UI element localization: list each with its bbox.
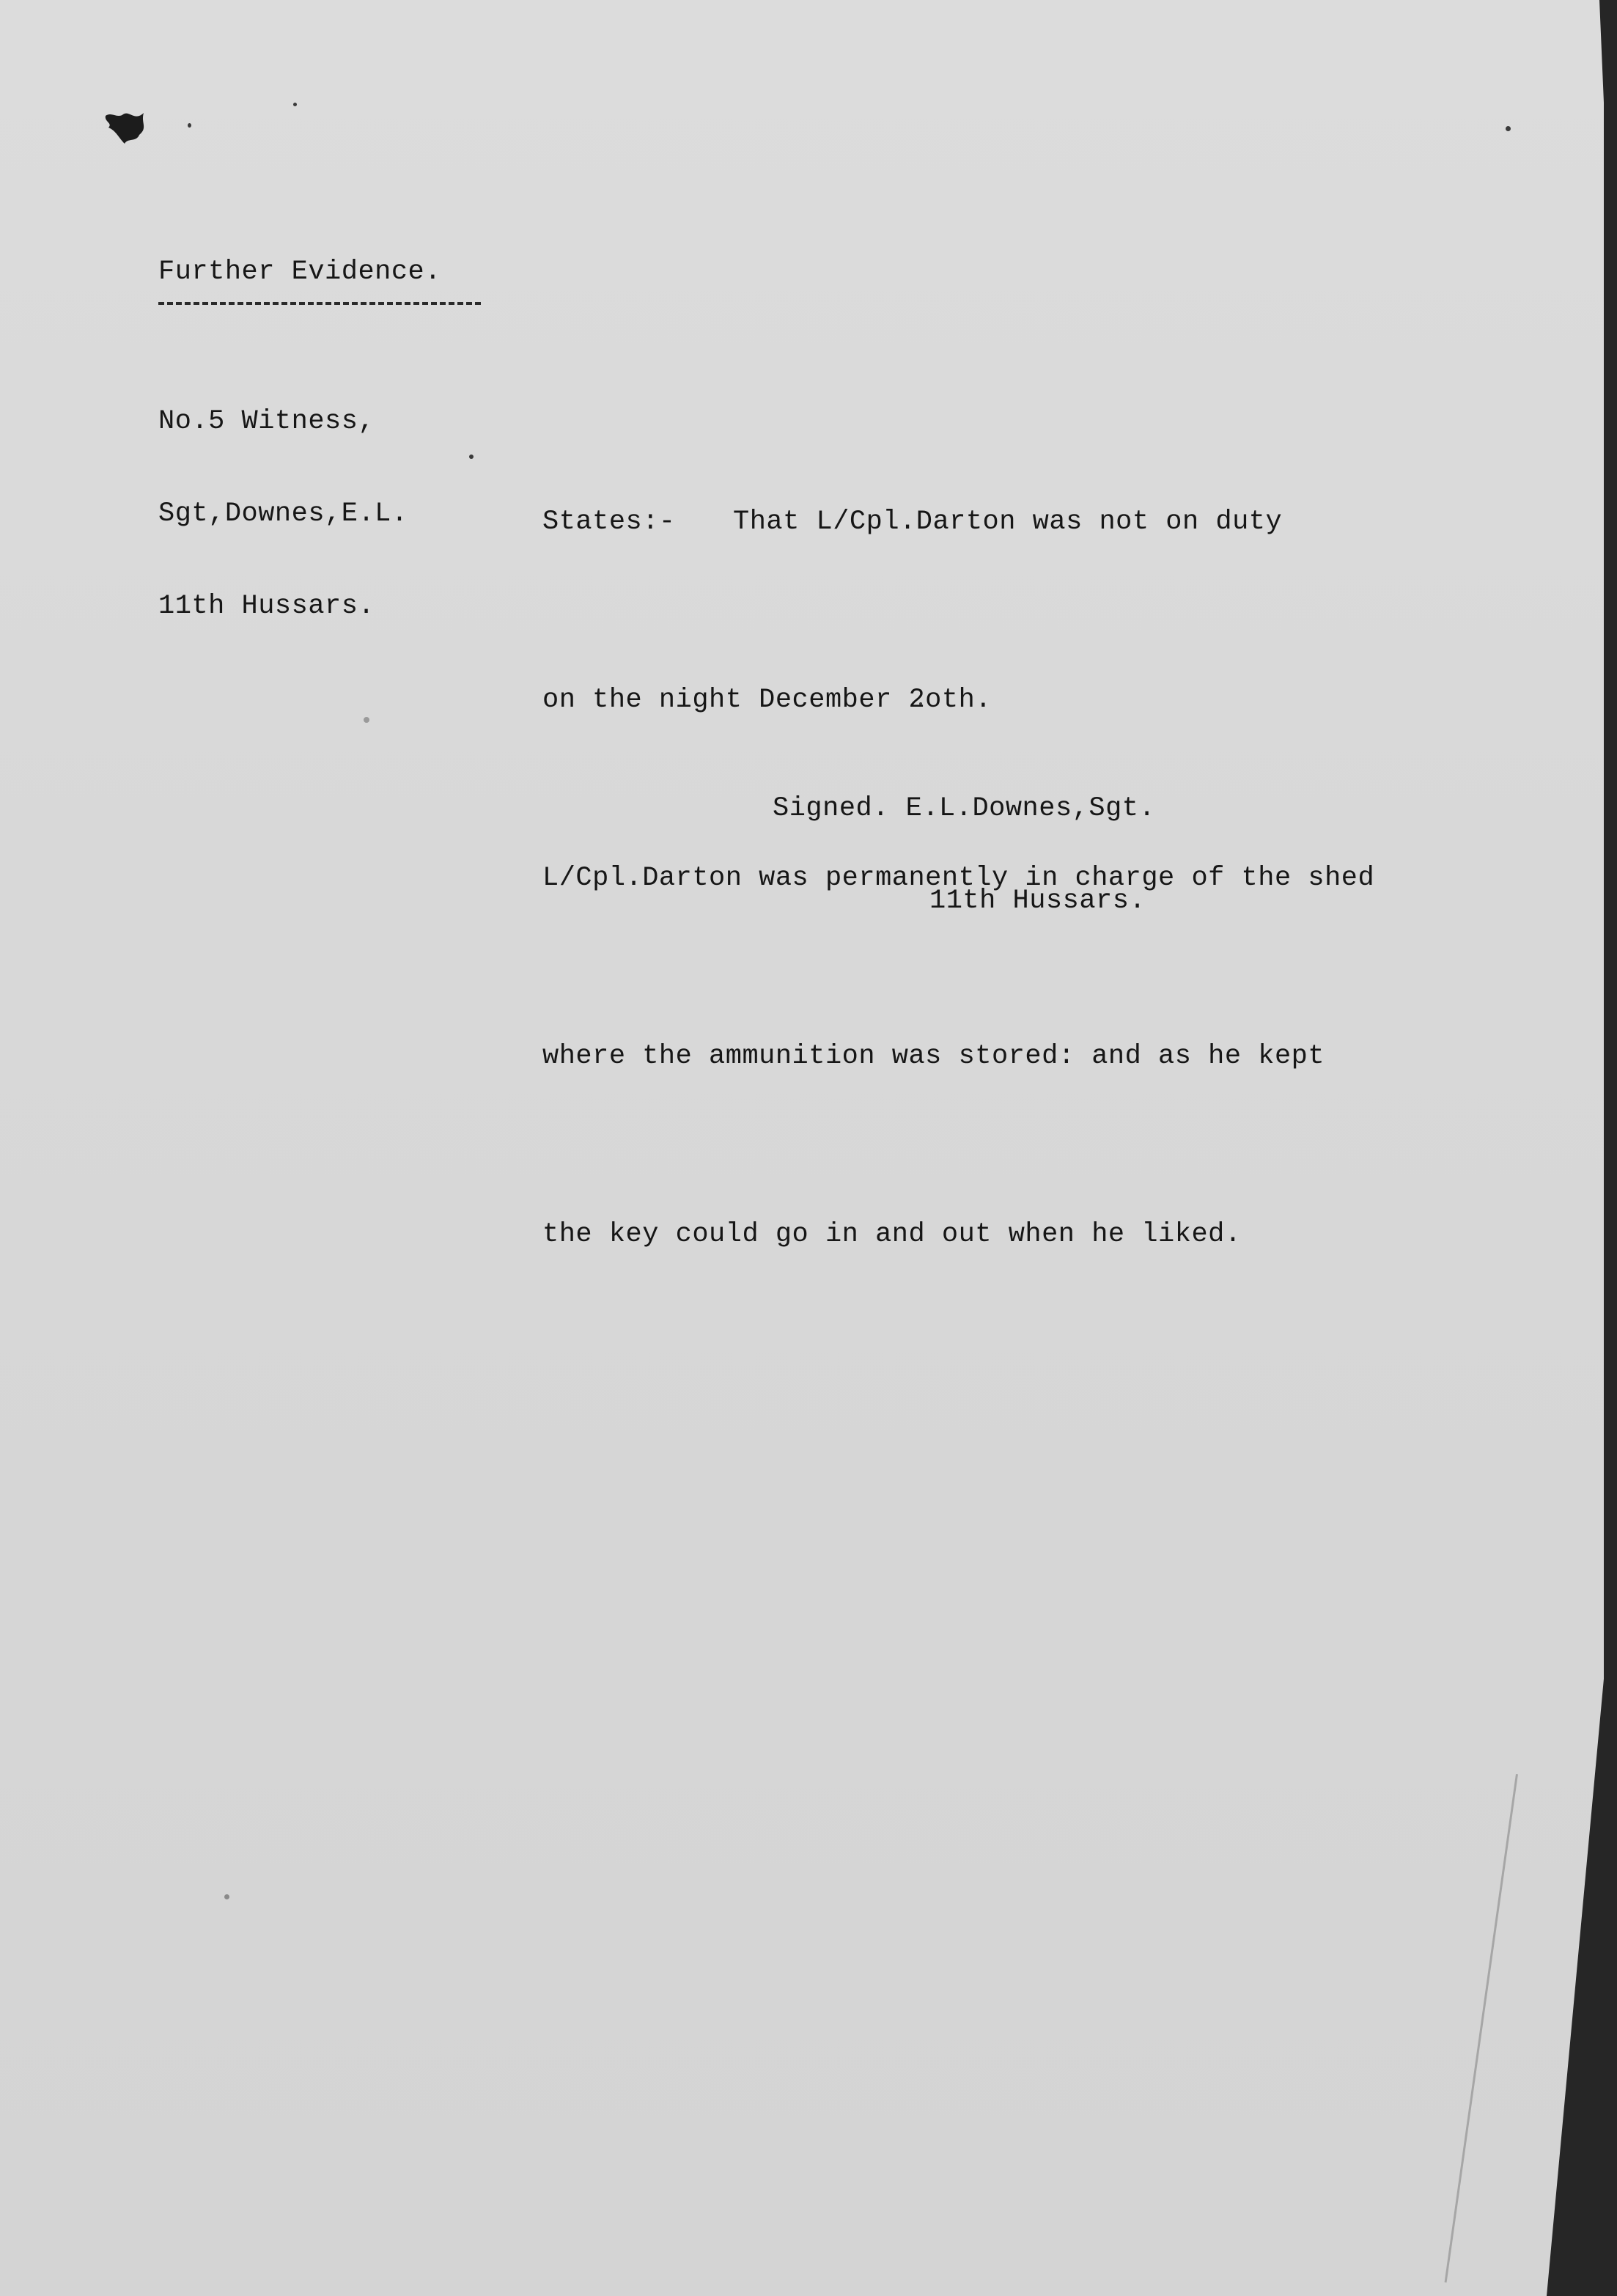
dust-speck [1506, 126, 1511, 131]
statement-line: on the night December 2oth. [542, 685, 992, 715]
statement-line-text: That L/Cpl.Darton was not on duty [733, 507, 1283, 537]
witness-name: Sgt,Downes,E.L. [158, 498, 408, 529]
dust-speck [293, 103, 297, 106]
dust-speck [188, 123, 191, 128]
witness-details [158, 345, 408, 683]
statement-line: the key could go in and out when he liked. [542, 1219, 1242, 1250]
statement-line: L/Cpl.Darton was permanently in charge of the shed [542, 863, 1375, 894]
heading-underline [158, 302, 481, 305]
witness-unit: 11th Hussars. [158, 591, 375, 622]
signature-unit: 11th Hussars. [929, 886, 1146, 916]
signature-block [773, 732, 1155, 978]
ink-blot-mark [103, 108, 154, 145]
page-title: Further Evidence. [158, 257, 441, 287]
dust-speck [224, 1894, 229, 1899]
statement-line [542, 493, 1374, 552]
statement-lead: States:- [542, 507, 676, 537]
dust-speck [469, 455, 474, 459]
statement-line: where the ammunition was stored: and as he kept [542, 1041, 1325, 1072]
signature-line: Signed. E.L.Downes,Sgt. [773, 793, 1156, 824]
witness-number: No.5 Witness, [158, 406, 375, 437]
dust-speck [364, 717, 369, 723]
